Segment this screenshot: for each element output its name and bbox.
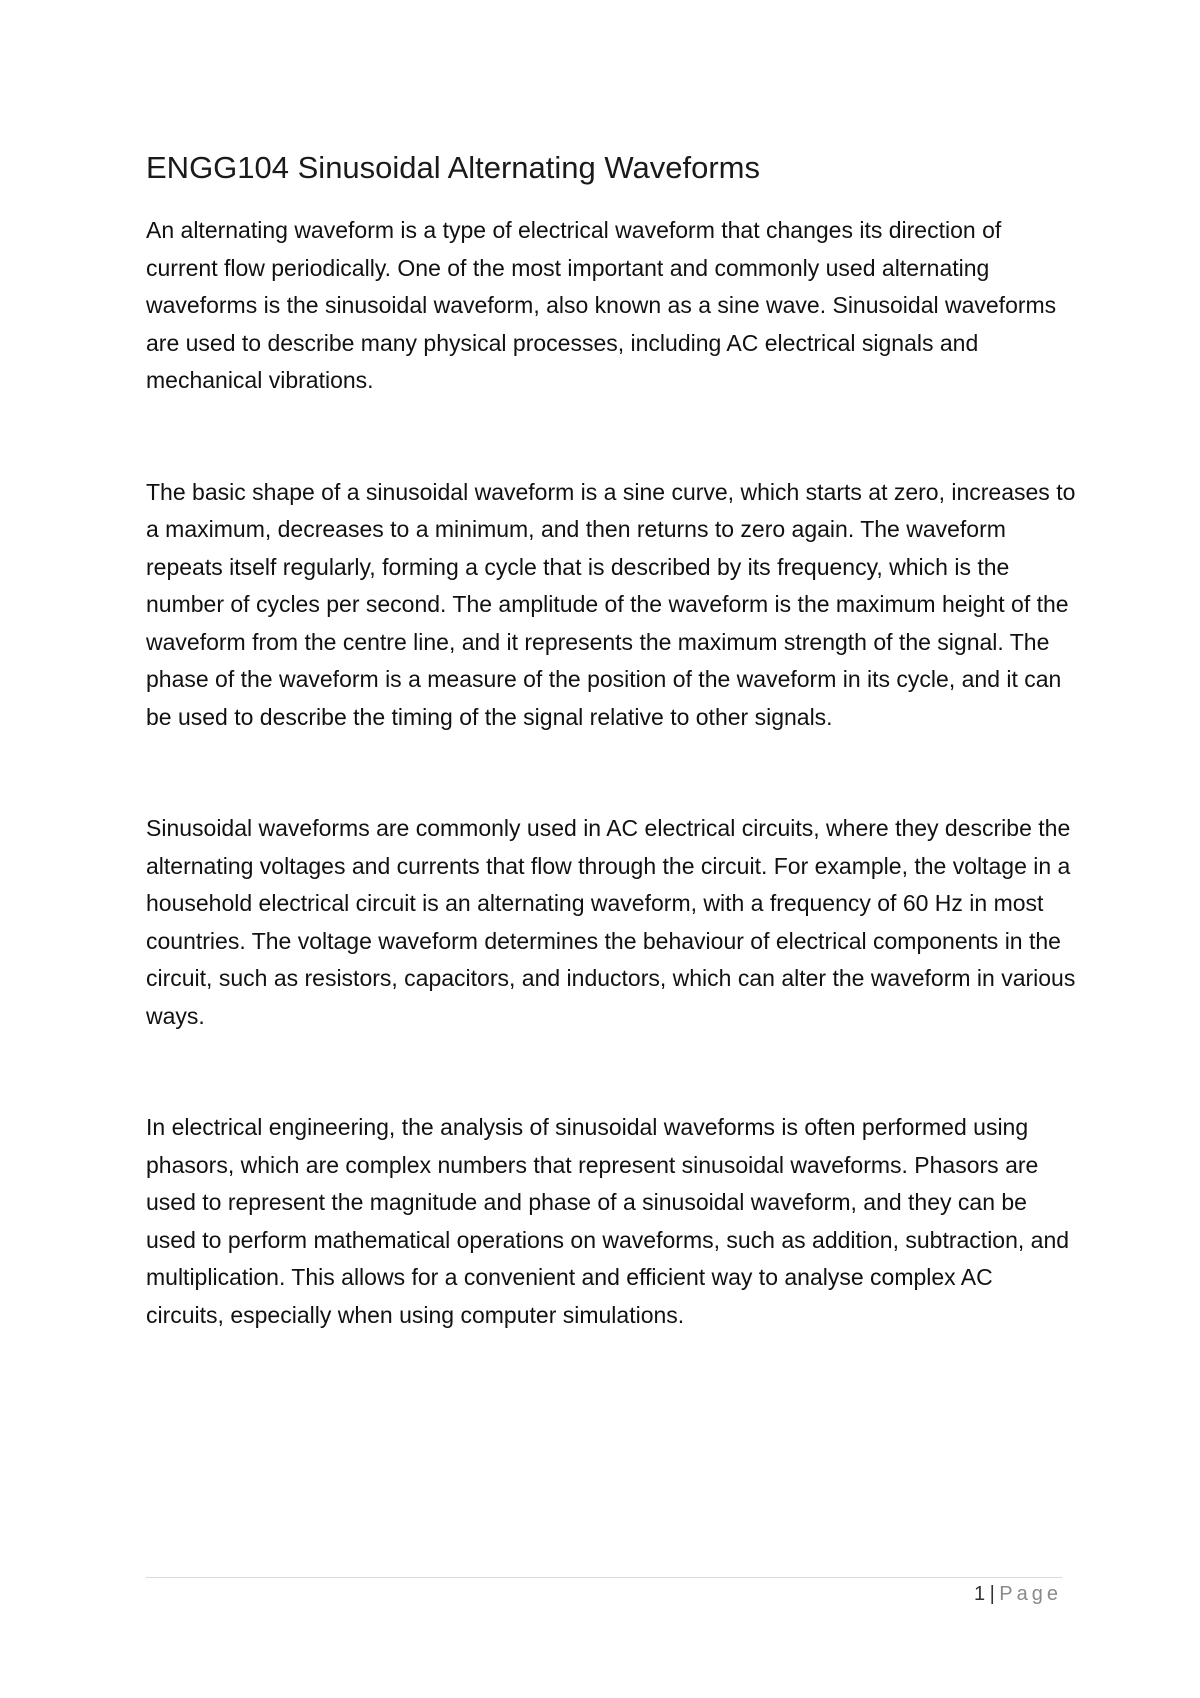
footer-separator: | [989, 1583, 996, 1605]
page-footer [974, 1583, 1062, 1606]
document-title: ENGG104 Sinusoidal Alternating Waveforms [146, 150, 760, 185]
paragraph-2: The basic shape of a sinusoidal waveform is a sine curve, which starts at zero, increases to a maximum, decreases to a minimum, and then returns to zero again. The waveform repeats itself regularly, forming a cycle that is described by its frequency, which is the number of cycles per second. The amplitude of the waveform is the maximum height of the waveform from the centre line, and it represents the maximum strength of the signal. The phase of the waveform is a measure of the position of the waveform in its cycle, and it can be used to describe the timing of the signal relative to other signals. [146, 478, 1076, 730]
paragraph-4: In electrical engineering, the analysis of sinusoidal waveforms is often performed using phasors, which are complex numbers that represent sinusoidal waveforms. Phasors are used to represent the magnitude and phase of a sinusoidal waveform, and they can be used to perform mathematical operations on waveforms, such as addition, subtraction, and multiplication. This allows for a convenient and efficient way to analyse complex AC circuits, especially when using computer simulations. [146, 1114, 1070, 1328]
footer-divider [146, 1577, 1062, 1578]
page-label: Page [999, 1583, 1062, 1605]
paragraph-3: Sinusoidal waveforms are commonly used in AC electrical circuits, where they describe the alternating voltages and currents that flow through the circuit. For example, the voltage in a household electrical circuit is an alternating waveform, with a frequency of 60 Hz in most countries. The voltage waveform determines the behaviour of electrical components in the circuit, such as resistors, capacitors, and inductors, which can alter the waveform in various ways. [146, 815, 1076, 1029]
page-number: 1 [973, 1583, 986, 1605]
paragraph-1: An alternating waveform is a type of electrical waveform that changes its direction of current flow periodically. One of the most important and commonly used alternating waveforms is the sinusoidal waveform, also known as a sine wave. Sinusoidal waveforms are used to describe many physical processes, including AC electrical signals and mechanical vibrations. [146, 217, 1057, 393]
document-body [146, 146, 1076, 1408]
